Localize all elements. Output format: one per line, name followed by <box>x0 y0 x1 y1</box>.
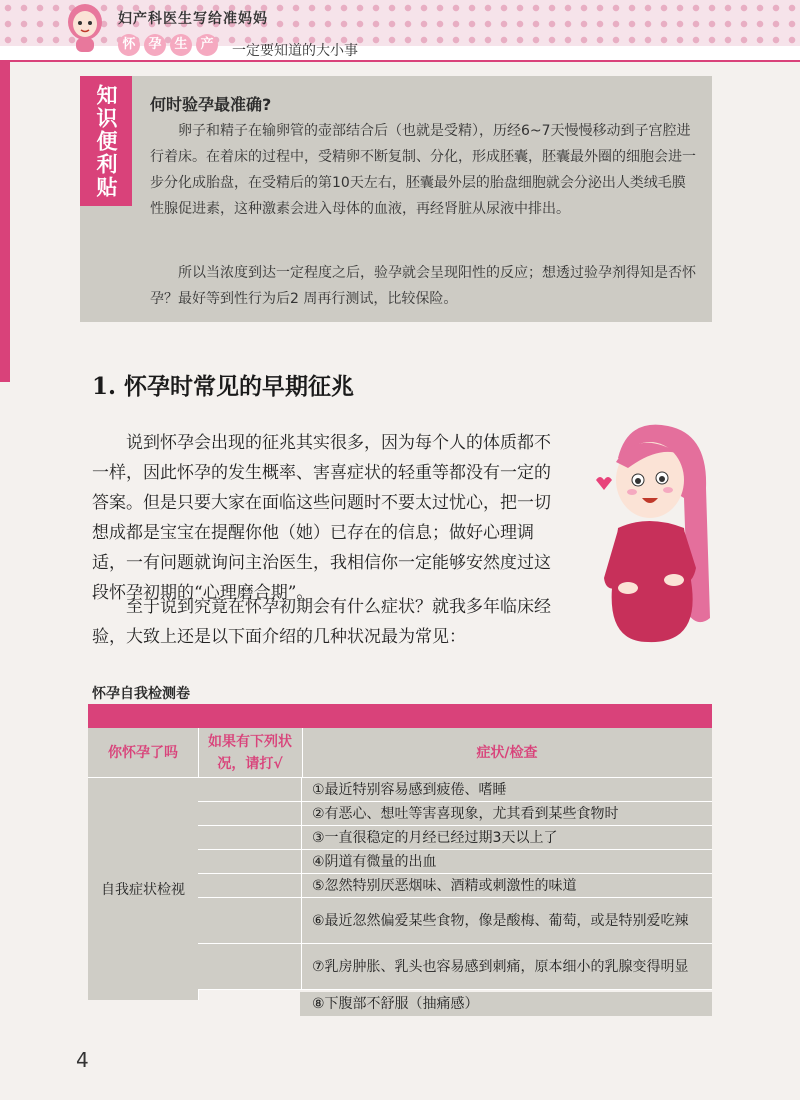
girl-mascot-icon <box>62 2 108 52</box>
table-top-band <box>88 704 712 728</box>
symptom-text: ⑤忽然特别厌恶烟味、酒精或刺激性的味道 <box>312 877 577 894</box>
checkbox-cell[interactable] <box>198 778 302 801</box>
page-header <box>0 0 800 62</box>
table-row <box>198 826 712 850</box>
tip-tab: 知识便利贴 <box>80 76 132 206</box>
column-divider <box>198 728 199 778</box>
series-char: 产 <box>196 34 218 56</box>
body-paragraph: 说到怀孕会出现的征兆其实很多，因为每个人的体质都不一样，因此怀孕的发生概率、害喜症状的轻重等都没有一定的答案。但是只要大家在面临这些问题时不要太过忧心，把一切想成都是宝宝在提醒你他（她）已存在的信息；做好心理调适，一有问题就询问主治医生，我相信你一定能够安然度过这段怀孕初期的“心理磨合期”。 <box>92 433 551 603</box>
left-accent-bar <box>0 62 10 382</box>
checkbox-cell[interactable] <box>198 826 302 849</box>
tip-title: 何时验孕最准确? <box>150 95 272 114</box>
table-header <box>88 728 712 778</box>
table-caption: 怀孕自我检测卷 <box>92 686 190 702</box>
symptom-text: ①最近特别容易感到疲倦、嗜睡 <box>312 781 507 798</box>
table-row <box>198 944 712 990</box>
section-title: 1. 怀孕时常见的早期征兆 <box>92 373 355 400</box>
last-table-row: ⑧下腹部不舒服（抽痛感） <box>300 992 712 1016</box>
table-row <box>198 778 712 802</box>
checkbox-cell[interactable] <box>198 850 302 873</box>
series-chars <box>118 34 218 56</box>
checkbox-cell[interactable] <box>198 802 302 825</box>
checkbox-cell[interactable] <box>198 874 302 897</box>
series-char: 生 <box>170 34 192 56</box>
checkbox-cell[interactable] <box>198 944 302 989</box>
pregnant-woman-illustration <box>588 418 728 644</box>
symptom-text: ③一直很稳定的月经已经过期3天以上了 <box>312 829 558 846</box>
table-row <box>198 802 712 826</box>
header-line <box>0 60 800 62</box>
table-row <box>198 874 712 898</box>
series-char: 怀 <box>118 34 140 56</box>
header-cell: 你怀孕了吗 <box>108 745 178 761</box>
header-cell: 如果有下列状况，请打√ <box>208 734 292 772</box>
body-paragraph: 至于说到究竟在怀孕初期会有什么症状？就我多年临床经验，大致上还是以下面介绍的几种状况最为常见： <box>92 597 551 647</box>
column-divider <box>302 728 303 778</box>
symptom-text: ②有恶心、想吐等害喜现象，尤其看到某些食物时 <box>312 805 619 822</box>
series-char: 孕 <box>144 34 166 56</box>
table-row <box>198 850 712 874</box>
series-subtitle: 一定要知道的大小事 <box>232 43 358 59</box>
header-cell: 症状/检查 <box>476 745 538 761</box>
page-number: 4 <box>76 1048 89 1072</box>
symptom-text: ⑥最近忽然偏爱某些食物，像是酸梅、葡萄，或是特别爱吃辣 <box>312 912 689 929</box>
table-row <box>198 898 712 944</box>
checkbox-cell[interactable] <box>198 898 302 943</box>
tip-paragraph: 卵子和精子在输卵管的壶部结合后（也就是受精），历经6~7天慢慢移动到子宫腔进行着床。在着床的过程中，受精卵不断复制、分化，形成胚囊，胚囊最外圈的细胞会进一步分化成胎盘，在受精后的第10天左右，胚囊最外层的胎盘细胞就会分泌出人类绒毛膜性腺促进素，这种激素会进入母体的血液，再经肾脏从尿液中排出。 <box>150 123 696 217</box>
row-label-cell: 自我症状检视 <box>88 778 198 1000</box>
series-title: 妇产科医生写给准妈妈 <box>118 11 268 27</box>
tip-paragraph: 所以当浓度到达一定程度之后，验孕就会呈现阳性的反应；想透过验孕剂得知是否怀孕？最好等到性行为后2 周再行测试，比较保险。 <box>150 265 696 307</box>
symptom-text: ④阴道有微量的出血 <box>312 853 437 870</box>
symptom-text: ⑦乳房肿胀、乳头也容易感到刺痛，原本细小的乳腺变得明显 <box>312 958 689 975</box>
